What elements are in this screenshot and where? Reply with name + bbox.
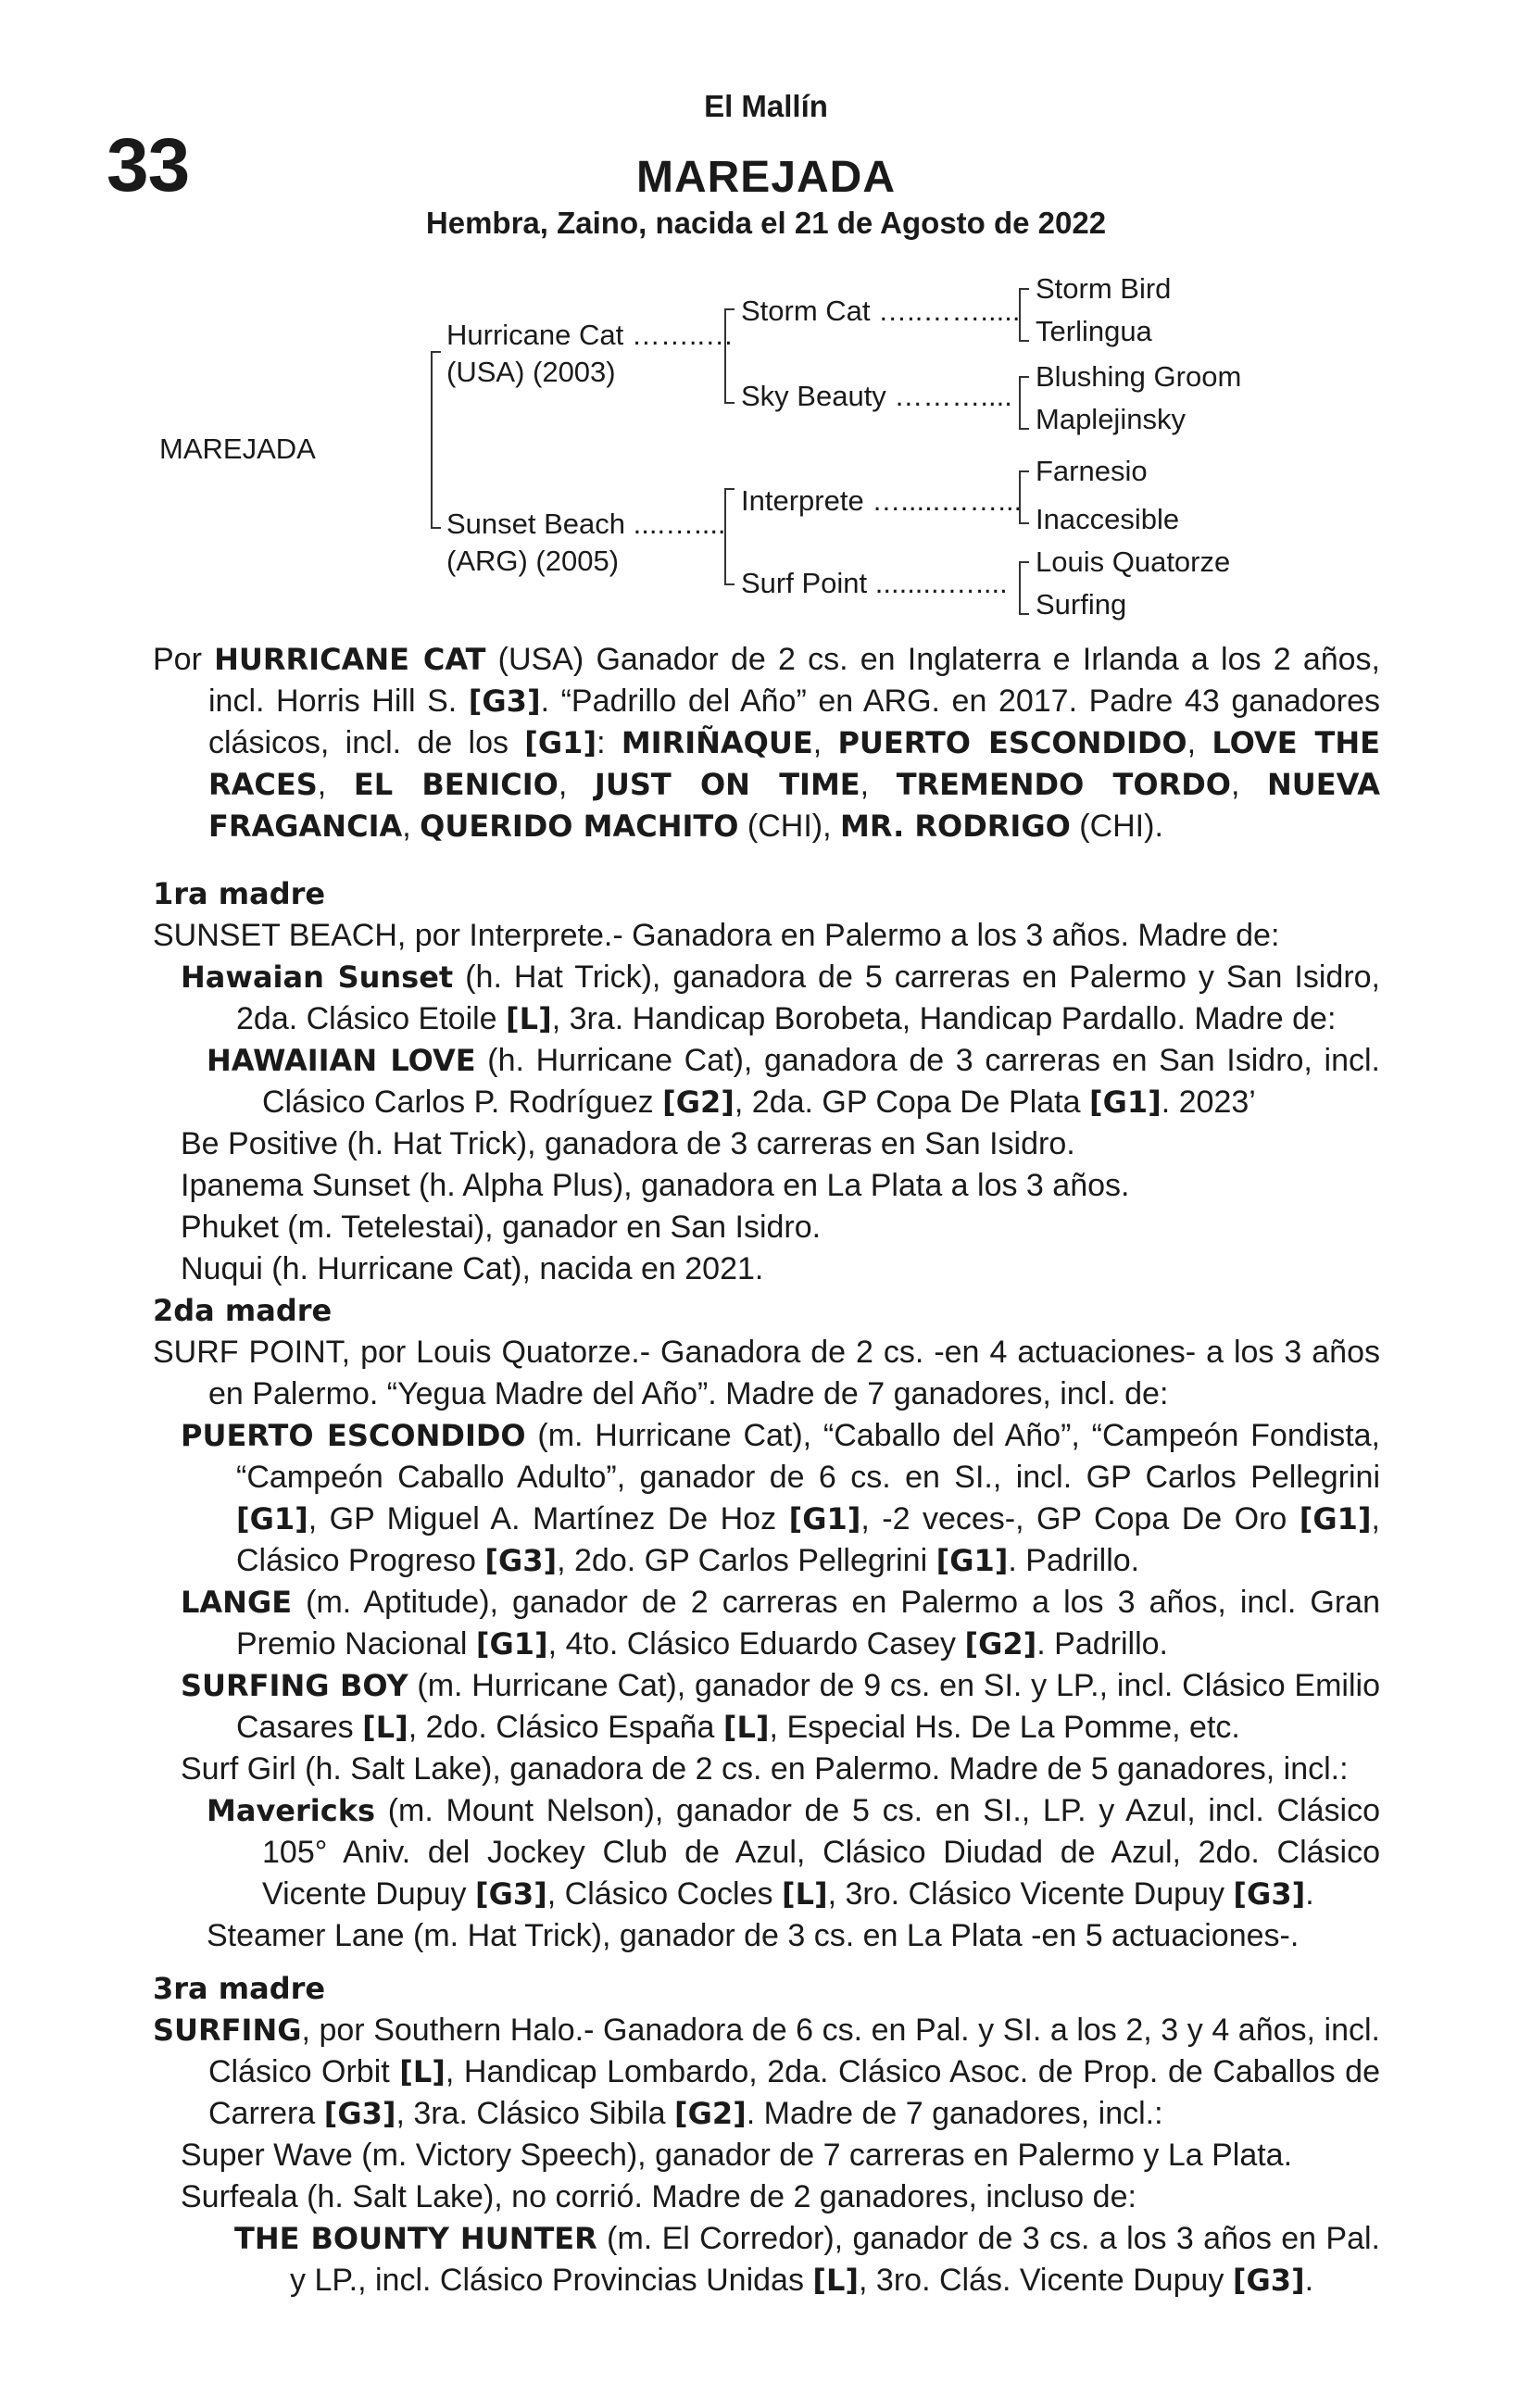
sire-leader: ……..…: [623, 319, 735, 351]
progeny-ipanema-sunset: Ipanema Sunset (h. Alpha Plus), ganadora en La Plata a los 3 años.: [181, 1168, 1130, 1203]
gen3-maplejinsky: Maplejinsky: [1036, 403, 1186, 435]
sire-name: Hurricane Cat: [446, 319, 624, 351]
third-dam-heading: 3ra madre: [153, 1971, 326, 2006]
bracket-gen3-3: [1019, 470, 1021, 524]
sire-paragraph: Por HURRICANE CAT (USA) Ganador de 2 cs. en Inglaterra e Irlanda a los 2 años, incl. Horris Hill S. [G3]. “Padrillo del Año” en ARG. en 2017. Padre 43 ganadores clásicos, incl. de los [G1]: MIRIÑAQUE, PUERTO ESCONDIDO, LOVE THE RACES, EL BENICIO, JUST ON TIME, TREMENDO TORDO, NUEVA FRAGANCIA, QUERIDO MACHITO (CHI), MR. RODRIGO (CHI).: [153, 642, 1381, 844]
pedigree-subject: MAREJADA: [159, 433, 316, 465]
second-dam-intro: SURF POINT, por Louis Quatorze.- Ganadora de 2 cs. -en 4 actuaciones- a los 3 años en Palermo. “Yegua Madre del Año”. Madre de 7 ganadores, incl. de:: [153, 1335, 1380, 1411]
bracket-gen3-2: [1019, 376, 1021, 430]
dam-dam-name: Surf Point: [741, 567, 868, 599]
sire-sire-leader: …..…….....: [870, 295, 1021, 327]
progeny-surfeala: Surfeala (h. Salt Lake), no corrió. Madre de 2 ganadores, incluso de:: [181, 2179, 1136, 2214]
progeny-surf-girl: Surf Girl (h. Salt Lake), ganadora de 2 cs. en Palermo. Madre de 5 ganadores, incl.:: [181, 1751, 1349, 1787]
bracket-parents: [431, 351, 433, 529]
dam-origin: (ARG) (2005): [446, 545, 620, 577]
dam-line: [446, 508, 726, 541]
progeny-hawaiian-love: HAWAIIAN LOVE (h. Hurricane Cat), ganadora de 3 carreras en San Isidro, incl. Clásico Carlos P. Rodríguez [G2], 2da. GP Copa De Plata [G1]. 2023’: [207, 1043, 1380, 1120]
first-dam-intro: SUNSET BEACH, por Interprete.- Ganadora en Palermo a los 3 años. Madre de:: [153, 918, 1280, 953]
progeny-nuqui: Nuqui (h. Hurricane Cat), nacida en 2021.: [181, 1251, 764, 1286]
breeder-name: El Mallín: [704, 89, 828, 123]
bracket-gen3-1: [1019, 288, 1021, 342]
bracket-sire-parents: [724, 308, 726, 404]
lot-number: 33: [107, 123, 190, 207]
second-dam-heading: 2da madre: [153, 1293, 333, 1328]
dam-sire-name: Interprete: [741, 484, 864, 517]
progeny-puerto-escondido: PUERTO ESCONDIDO (m. Hurricane Cat), “Caballo del Año”, “Campeón Fondista, “Campeón Caballo Adulto”, ganador de 6 cs. en SI., incl. GP Carlos Pellegrini [G1], GP Miguel A. Martínez De Hoz [G1], -2 veces-, GP Copa De Oro [G1], Clásico Progreso [G3], 2do. GP Carlos Pellegrini [G1]. Padrillo.: [181, 1418, 1380, 1578]
catalog-body: [153, 639, 1380, 2301]
dam-leader: ....…....: [625, 508, 726, 540]
progeny-be-positive: Be Positive (h. Hat Trick), ganadora de 3 carreras en San Isidro.: [181, 1126, 1075, 1161]
first-dam-heading: 1ra madre: [153, 876, 326, 911]
gen3-farnesio: Farnesio: [1036, 455, 1148, 487]
progeny-phuket: Phuket (m. Tetelestai), ganador en San Isidro.: [181, 1210, 822, 1245]
progeny-super-wave: Super Wave (m. Victory Speech), ganador de 7 carreras en Palermo y La Plata.: [181, 2138, 1293, 2173]
gen3-surfing: Surfing: [1036, 588, 1127, 621]
sire-line: [446, 319, 734, 352]
gen3-blushing-groom: Blushing Groom: [1036, 360, 1242, 393]
gen3-inaccesible: Inaccesible: [1036, 503, 1180, 535]
bracket-dam-parents: [724, 488, 726, 585]
progeny-lange: LANGE (m. Aptitude), ganador de 2 carreras en Palermo a los 3 años, incl. Gran Premio Nacional [G1], 4to. Clásico Eduardo Casey [G2]. Padrillo.: [181, 1585, 1380, 1662]
progeny-steamer-lane: Steamer Lane (m. Hat Trick), ganador de 3 cs. en La Plata -en 5 actuaciones-.: [207, 1918, 1300, 1953]
horse-name: MAREJADA: [635, 153, 896, 202]
sire-origin: (USA) (2003): [446, 356, 616, 388]
dam-dam-line: [741, 567, 1008, 600]
progeny-surfing-boy: SURFING BOY (m. Hurricane Cat), ganador de 9 cs. en SI. y LP., incl. Clásico Emilio Casares [L], 2do. Clásico España [L], Especial Hs. De La Pomme, etc.: [181, 1668, 1380, 1745]
third-dam-intro: SURFING, por Southern Halo.- Ganadora de 6 cs. en Pal. y SI. a los 2, 3 y 4 años, incl. Clásico Orbit [L], Handicap Lombardo, 2da. Clásico Asoc. de Prop. de Caballos de Carrera [G3], 3ra. Clásico Sibila [G2]. Madre de 7 ganadores, incl.:: [153, 2013, 1380, 2131]
horse-subtitle: Hembra, Zaino, nacida el 21 de Agosto de 2022: [425, 206, 1107, 240]
sire-dam-name: Sky Beauty: [741, 380, 886, 412]
progeny-hawaian-sunset: Hawaian Sunset (h. Hat Trick), ganadora de 5 carreras en Palermo y San Isidro, 2da. Clásico Etoile [L], 3ra. Handicap Borobeta, Handicap Pardallo. Madre de:: [181, 959, 1381, 1036]
gen3-storm-bird: Storm Bird: [1036, 272, 1172, 305]
sire-dam-line: [741, 380, 1012, 413]
gen3-louis-quatorze: Louis Quatorze: [1036, 546, 1231, 578]
gen3-terlingua: Terlingua: [1036, 315, 1152, 347]
progeny-the-bounty-hunter: THE BOUNTY HUNTER (m. El Corredor), ganador de 3 cs. a los 3 años en Pal. y LP., incl. Clásico Provincias Unidas [L], 3ro. Clás. Vicente Dupuy [G3].: [234, 2221, 1380, 2298]
dam-dam-leader: .........…....: [867, 567, 1008, 599]
dam-sire-line: [741, 484, 1022, 518]
bracket-gen3-4: [1019, 561, 1021, 615]
progeny-mavericks: Mavericks (m. Mount Nelson), ganador de 5 cs. en SI., LP. y Azul, incl. Clásico 105° Aniv. del Jockey Club de Azul, Clásico Diudad de Azul, 2do. Clásico Vicente Dupuy [G3], Clásico Cocles [L], 3ro. Clásico Vicente Dupuy [G3].: [207, 1793, 1380, 1912]
dam-name: Sunset Beach: [446, 508, 626, 540]
sire-sire-line: [741, 295, 1020, 328]
sire-dam-leader: ………....: [885, 380, 1012, 412]
dam-sire-leader: ….....……...: [863, 484, 1023, 517]
sire-sire-name: Storm Cat: [741, 295, 871, 327]
